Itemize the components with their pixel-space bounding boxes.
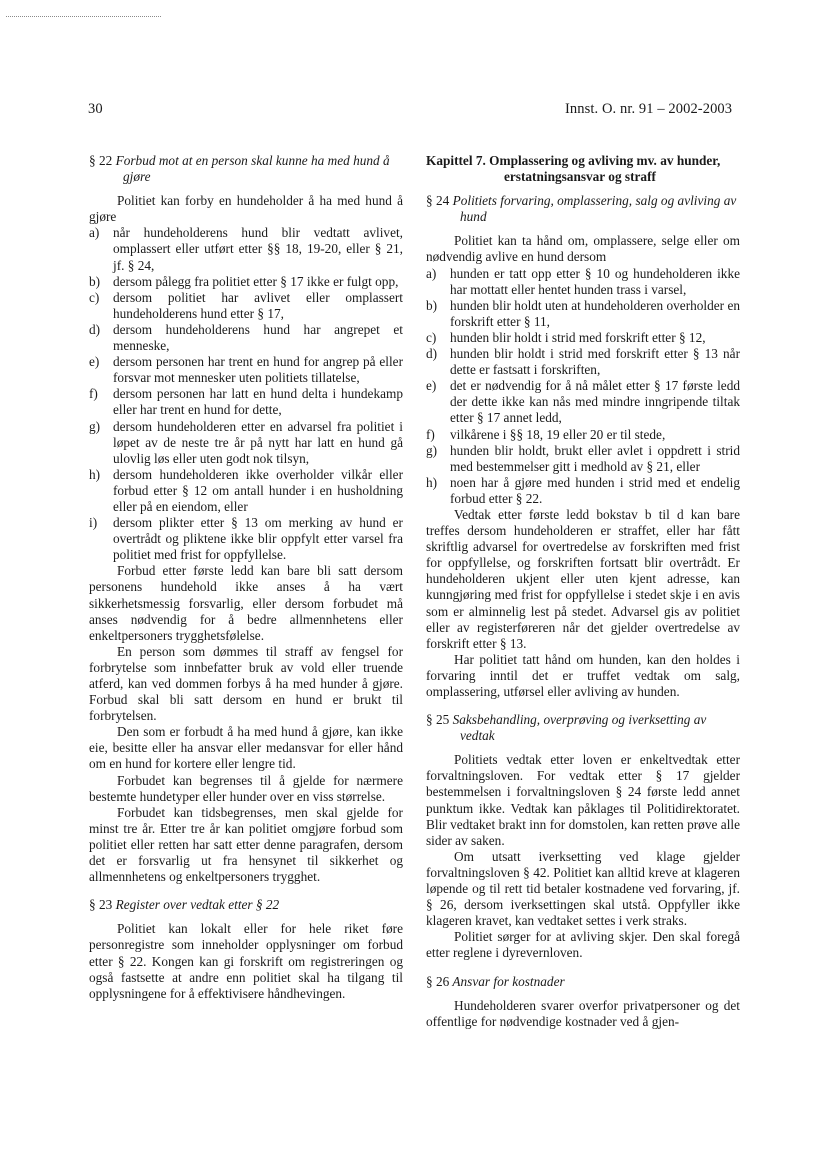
section-24-intro: Politiet kan ta hånd om, omplassere, selge eller om nødvendig avlive en hund dersom [426, 233, 740, 265]
section-number: § 26 [426, 973, 450, 989]
list-item [89, 467, 403, 515]
right-column [426, 153, 740, 1030]
section-title: Forbud mot at en person skal kunne ha med hund å gjøre [115, 153, 390, 185]
section-22-heading [89, 153, 403, 185]
list-item [89, 386, 403, 418]
list-marker: c) [89, 289, 100, 305]
list-item [426, 330, 740, 346]
list-marker: h) [426, 474, 438, 490]
section-title: Saksbehandling, overprøving og iverksetting av vedtak [452, 712, 707, 744]
list-text: når hundeholderens hund blir vedtatt avlivet, omplassert eller utført etter §§ 18, 19-20, eller § 21, jf. § 24, [113, 225, 403, 273]
list-marker: i) [89, 515, 98, 531]
list-marker: e) [89, 354, 100, 370]
list-marker: d) [426, 346, 438, 362]
list-marker: b) [426, 297, 438, 313]
list-marker: a) [426, 265, 437, 281]
section-title: Ansvar for kostnader [452, 973, 565, 989]
list-item [89, 354, 403, 386]
list-text: dersom personen har latt en hund delta i hundekamp eller har trent en hund for dette, [113, 386, 403, 418]
section-26-heading [426, 974, 740, 990]
section-24-heading [426, 193, 740, 225]
list-item [89, 419, 403, 467]
list-marker: d) [89, 321, 101, 337]
section-number: § 25 [426, 712, 450, 728]
running-header: Innst. O. nr. 91 – 2002-2003 [565, 101, 733, 117]
list-text: vilkårene i §§ 18, 19 eller 20 er til stede, [450, 426, 666, 442]
list-marker: a) [89, 225, 100, 241]
list-text: dersom personen har trent en hund for angrep på eller forsvar mot mennesker uten politiets tillatelse, [113, 354, 403, 386]
list-item [426, 443, 740, 475]
list-item [89, 274, 403, 290]
body-paragraph: Politiets vedtak etter loven er enkeltvedtak etter forvaltningsloven. For vedtak etter § 17 gjelder bestemmelsen i forvaltningsloven § 24 første ledd annet punktum ikke. Vedtak kan påklages til Politidirektoratet. Blir vedtaket brakt inn for domstolen, kan retten prøve alle sider av saken. [426, 752, 740, 848]
section-title: Register over vedtak etter § 22 [115, 897, 280, 913]
body-paragraph: Den som er forbudt å ha med hund å gjøre, kan ikke eie, besitte eller ha ansvar eller medansvar for eller hånd om en hund for kortere eller lengre tid. [89, 724, 403, 772]
page-number: 30 [88, 101, 103, 117]
list-text: hunden blir holdt i strid med forskrift etter § 12, [450, 329, 706, 345]
section-title: Politiets forvaring, omplassering, salg og avliving av hund [452, 193, 737, 225]
list-text: hunden blir holdt uten at hundeholderen overholder en forskrift etter § 11, [450, 297, 740, 329]
top-dotted-line [6, 16, 161, 17]
list-text: hunden er tatt opp etter § 10 og hundeholderen ikke har mottatt eller hentet hunden trass i varsel, [450, 265, 740, 297]
list-text: noen har å gjøre med hunden i strid med et endelig forbud etter § 22. [450, 474, 740, 506]
section-number: § 24 [426, 193, 450, 209]
list-marker: b) [89, 273, 101, 289]
list-item [89, 225, 403, 273]
section-23-heading [89, 897, 403, 913]
body-paragraph: Har politiet tatt hånd om hunden, kan den holdes i forvaring inntil det er truffet vedtak om salg, omplassering, utførsel eller avliving av hunden. [426, 651, 740, 699]
list-item [89, 290, 403, 322]
left-column [89, 153, 403, 1002]
list-item [426, 378, 740, 426]
body-paragraph: Politiet kan lokalt eller for hele riket føre personregistre som inneholder opplysninger om forbud etter § 22. Kongen kan gi forskrift om registreringen og også fastsette at andre enn politiet skal ha tilgang til opplysningene for å effektivisere håndhevingen. [89, 921, 403, 1001]
section-number: § 22 [89, 153, 113, 168]
section-22-list [89, 225, 403, 563]
section-22-intro: Politiet kan forby en hundeholder å ha med hund å gjøre [89, 193, 403, 225]
list-text: dersom hundeholderen etter en advarsel fra politiet i løpet av de neste tre år på nytt har latt en hund gå ulovlig løs eller uten godt nok tilsyn, [113, 418, 403, 466]
list-item [426, 427, 740, 443]
list-item [426, 298, 740, 330]
section-24-list [426, 266, 740, 507]
chapter-heading [426, 153, 740, 185]
section-number: § 23 [89, 897, 113, 913]
body-paragraph: En person som dømmes til straff av fengsel for forbrytelse som innbefatter bruk av vold eller truende atferd, kan ved dommen forbys å ha med hunder å gjøre. Forbud skal bli satt dersom en hund er brukt til forbrytelsen. [89, 643, 403, 724]
body-paragraph: Vedtak etter første ledd bokstav b til d kan bare treffes dersom hundeholderen er straffet, eller har fått skriftlig advarsel for overtredelse av forskriften med frist for oppfyllelse, og forskriften fortsatt blir overtrådt. Er hundeholderen ukjent eller uten kjent adresse, kan kunngjøring med frist for oppfyllelse i stedet skje i en avis som er alminnelig lest på stedet. Advarsel gis av politiet eller av registerføreren når det gjelder overtredelse av forskrift etter § 13. [426, 506, 740, 651]
body-paragraph: Hundeholderen svarer overfor privatpersoner og det offentlige for nødvendige kostnader ved å gjen- [426, 997, 740, 1029]
list-marker: e) [426, 378, 437, 394]
body-paragraph: Om utsatt iverksetting ved klage gjelder forvaltningsloven § 42. Politiet kan alltid kreve at klageren løpende og til rett tid betaler kostnadene ved forvaring, jf. § 26, dersom iverksettingen skal utstå. Oppfyller ikke klageren kravet, kan vedtaket settes i verk straks. [426, 848, 740, 929]
list-text: dersom hundeholderen ikke overholder vilkår eller forbud etter § 12 om antall hunder i en husholdning eller på en eiendom, eller [113, 466, 403, 514]
list-text: det er nødvendig for å nå målet etter § 17 første ledd der dette ikke kan nås med mindre inngripende tiltak etter § 17 annet ledd, [450, 378, 740, 426]
body-paragraph: Forbud etter første ledd kan bare bli satt dersom personens hundehold ikke anses å ha vært sikkerhetsmessig forsvarlig, eller dersom forbudet må anses nødvendig for å bedre allmennhetens eller enkeltpersoners trygghetsfølelse. [89, 563, 403, 643]
list-marker: f) [426, 426, 435, 442]
list-marker: g) [426, 442, 438, 458]
section-25-heading [426, 712, 740, 744]
list-text: dersom hundeholderens hund har angrepet et menneske, [113, 321, 403, 354]
list-text: hunden blir holdt, brukt eller avlet i oppdrett i strid med bestemmelser gitt i medhold av § 21, eller [450, 442, 740, 474]
list-text: dersom plikter etter § 13 om merking av hund er overtrådt og pliktene ikke blir oppfylt etter varsel fra politiet med frist for oppfyllelse. [113, 515, 403, 563]
chapter-label: Kapittel 7. [426, 153, 486, 168]
list-item [89, 322, 403, 354]
list-item [426, 475, 740, 507]
list-item [426, 266, 740, 298]
list-text: dersom pålegg fra politiet etter § 17 ikke er fulgt opp, [113, 273, 399, 289]
list-marker: g) [89, 418, 101, 434]
body-paragraph: Politiet sørger for at avliving skjer. Den skal foregå etter reglene i dyrevernloven. [426, 929, 740, 961]
list-marker: f) [89, 386, 98, 402]
list-marker: c) [426, 329, 437, 345]
list-item [89, 515, 403, 563]
list-text: dersom politiet har avlivet eller omplassert hundeholderens hund etter § 17, [113, 289, 403, 321]
list-item [426, 346, 740, 378]
body-paragraph: Forbudet kan tidsbegrenses, men skal gjelde for minst tre år. Etter tre år kan politiet omgjøre forbud som politiet eller retten har satt etter denne paragrafen, dersom det er forsvarlig ut fra hensynet til sikkerhet og allmennhetens og enkeltpersoners trygghet. [89, 804, 403, 885]
chapter-title: Omplassering og avliving mv. av hunder, erstatningsansvar og straff [489, 153, 721, 185]
list-text: hunden blir holdt i strid med forskrift etter § 13 når dette er fastsatt i forskriften, [450, 346, 740, 378]
body-paragraph: Forbudet kan begrenses til å gjelde for nærmere bestemte hundetyper eller hunder over en viss størrelse. [89, 772, 403, 804]
list-marker: h) [89, 466, 101, 482]
